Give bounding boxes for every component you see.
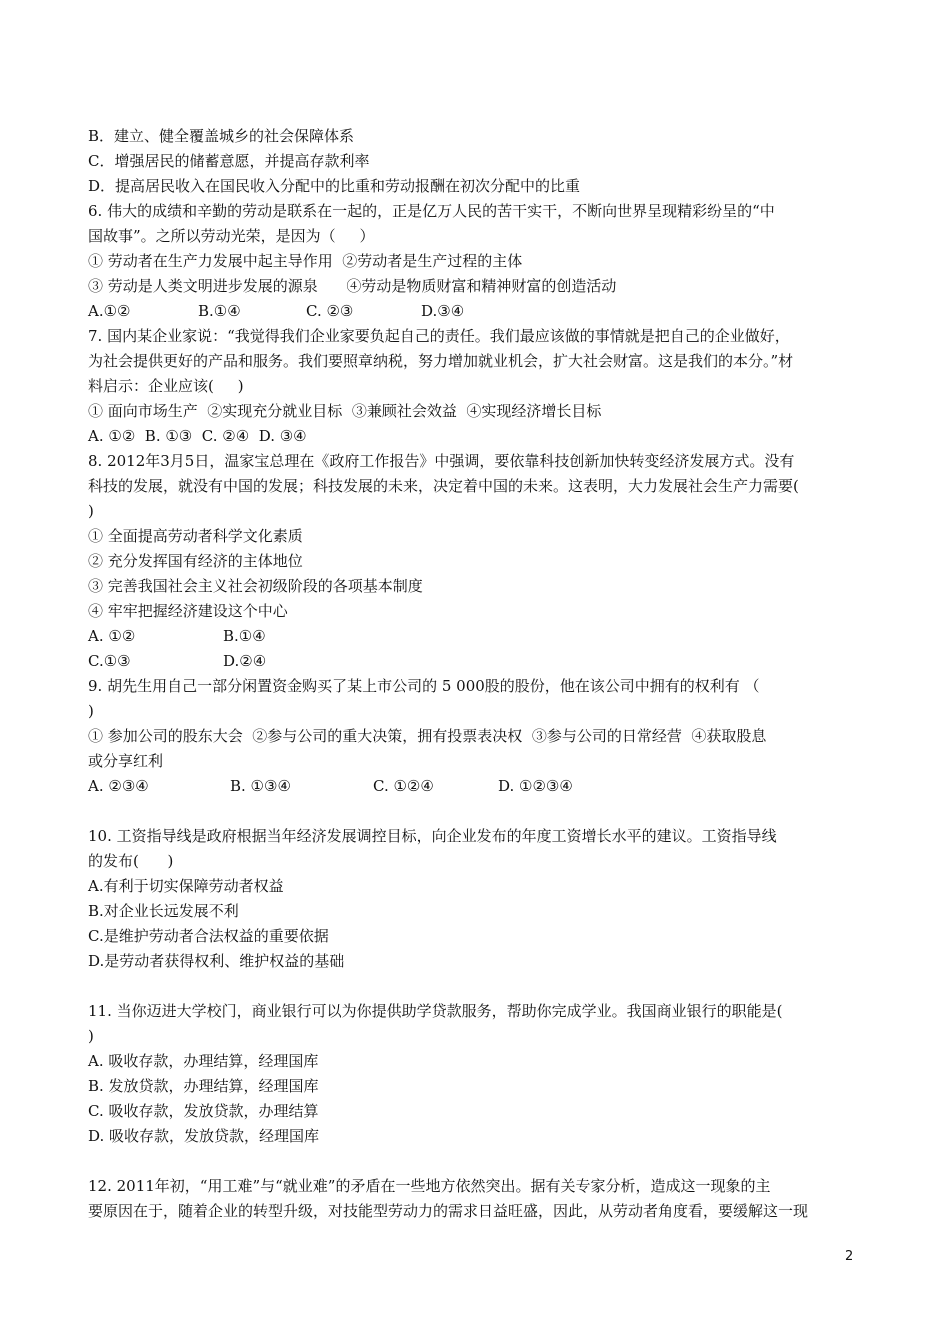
option-c: C.①③ bbox=[88, 652, 131, 670]
question-6-text: 国故事”。之所以劳动光荣，是因为（ ） bbox=[88, 227, 375, 245]
question-5-option-d: D．提高居民收入在国民收入分配中的比重和劳动报酬在初次分配中的比重 bbox=[88, 177, 581, 195]
option-b: B. ①③④ bbox=[230, 777, 291, 795]
question-11-text: 11. 当你迈进大学校门，商业银行可以为你提供助学贷款服务，帮助你完成学业。我国商业银行的职能是( bbox=[88, 1002, 783, 1020]
option-c: C. ①②④ bbox=[373, 777, 434, 795]
option-a: A.①② bbox=[88, 302, 131, 320]
option-a: A. ①② bbox=[88, 627, 136, 645]
question-5-option-b: B．建立、健全覆盖城乡的社会保障体系 bbox=[88, 127, 355, 145]
question-11-option-a: A. 吸收存款，办理结算，经理国库 bbox=[88, 1052, 319, 1070]
option-d: D.③④ bbox=[421, 302, 465, 320]
question-10-option-a: A.有利于切实保障劳动者权益 bbox=[88, 877, 284, 895]
question-7-text: 7. 国内某企业家说：“我觉得我们企业家要负起自己的责任。我们最应该做的事情就是把自己的企业做好， bbox=[88, 327, 790, 345]
question-7-options: A. ①② B. ①③ C. ②④ D. ③④ bbox=[88, 427, 307, 445]
question-7-statements: ① 面向市场生产 ②实现充分就业目标 ③兼顾社会效益 ④实现经济增长目标 bbox=[88, 402, 602, 420]
question-11-text: ) bbox=[88, 1027, 94, 1045]
option-d: D. ①②③④ bbox=[498, 777, 573, 795]
question-9-text: ) bbox=[88, 702, 94, 720]
question-10-text: 10. 工资指导线是政府根据当年经济发展调控目标，向企业发布的年度工资增长水平的建议。工资指导线 bbox=[88, 827, 777, 845]
question-12-text: 12. 2011年初，“用工难”与“就业难”的矛盾在一些地方依然突出。据有关专家分析，造成这一现象的主 bbox=[88, 1177, 771, 1195]
question-8-statement: ③ 完善我国社会主义社会初级阶段的各项基本制度 bbox=[88, 577, 423, 595]
question-11-option-d: D. 吸收存款，发放贷款，经理国库 bbox=[88, 1127, 320, 1145]
question-10-option-c: C.是维护劳动者合法权益的重要依据 bbox=[88, 927, 329, 945]
question-8-statement: ④ 牢牢把握经济建设这个中心 bbox=[88, 602, 288, 620]
page-number: 2 bbox=[845, 1249, 854, 1264]
question-8-options bbox=[88, 649, 868, 674]
question-8-text: ) bbox=[88, 502, 94, 520]
spacer bbox=[88, 1149, 868, 1174]
question-10-option-d: D.是劳动者获得权利、维护权益的基础 bbox=[88, 952, 345, 970]
question-6-statement: ① 劳动者在生产力发展中起主导作用 ②劳动者是生产过程的主体 bbox=[88, 252, 523, 270]
question-8-options bbox=[88, 624, 868, 649]
option-b: B.①④ bbox=[198, 302, 241, 320]
question-8-statement: ① 全面提高劳动者科学文化素质 bbox=[88, 527, 303, 545]
question-12-text: 要原因在于，随着企业的转型升级，对技能型劳动力的需求日益旺盛，因此，从劳动者角度看，要缓解这一现 bbox=[88, 1202, 809, 1220]
question-5-option-c: C．增强居民的储蓄意愿，并提高存款利率 bbox=[88, 152, 370, 170]
question-7-text: 料启示：企业应该( ) bbox=[88, 377, 244, 395]
question-8-text: 8. 2012年3月5日，温家宝总理在《政府工作报告》中强调，要依靠科技创新加快转变经济发展方式。没有 bbox=[88, 452, 795, 470]
spacer bbox=[88, 799, 868, 824]
question-9-text: 9. 胡先生用自己一部分闲置资金购买了某上市公司的 5 000股的股份，他在该公司中拥有的权利有 （ bbox=[88, 677, 760, 695]
question-8-text: 科技的发展，就没有中国的发展；科技发展的未来，决定着中国的未来。这表明，大力发展社会生产力需要( bbox=[88, 477, 799, 495]
page-content bbox=[88, 124, 868, 1224]
question-10-text: 的发布( ) bbox=[88, 852, 174, 870]
question-9-statements: ① 参加公司的股东大会 ②参与公司的重大决策，拥有投票表决权 ③参与公司的日常经营 ④获取股息 bbox=[88, 727, 767, 745]
option-d: D.②④ bbox=[223, 652, 267, 670]
question-6-text: 6. 伟大的成绩和辛勤的劳动是联系在一起的，正是亿万人民的苦干实干，不断向世界呈现精彩纷呈的“中 bbox=[88, 202, 775, 220]
question-6-statement: ③ 劳动是人类文明进步发展的源泉 ④劳动是物质财富和精神财富的创造活动 bbox=[88, 277, 617, 295]
option-b: B.①④ bbox=[223, 627, 266, 645]
question-9-options bbox=[88, 774, 868, 799]
question-11-option-c: C. 吸收存款，发放贷款，办理结算 bbox=[88, 1102, 319, 1120]
spacer bbox=[88, 974, 868, 999]
question-8-statement: ② 充分发挥国有经济的主体地位 bbox=[88, 552, 303, 570]
question-9-statements: 或分享红利 bbox=[88, 752, 164, 770]
question-6-options bbox=[88, 299, 868, 324]
question-10-option-b: B.对企业长远发展不利 bbox=[88, 902, 239, 920]
option-a: A. ②③④ bbox=[88, 777, 149, 795]
question-11-option-b: B. 发放贷款，办理结算，经理国库 bbox=[88, 1077, 319, 1095]
question-7-text: 为社会提供更好的产品和服务。我们要照章纳税，努力增加就业机会，扩大社会财富。这是我们的本分。”材 bbox=[88, 352, 794, 370]
option-c: C. ②③ bbox=[306, 302, 354, 320]
